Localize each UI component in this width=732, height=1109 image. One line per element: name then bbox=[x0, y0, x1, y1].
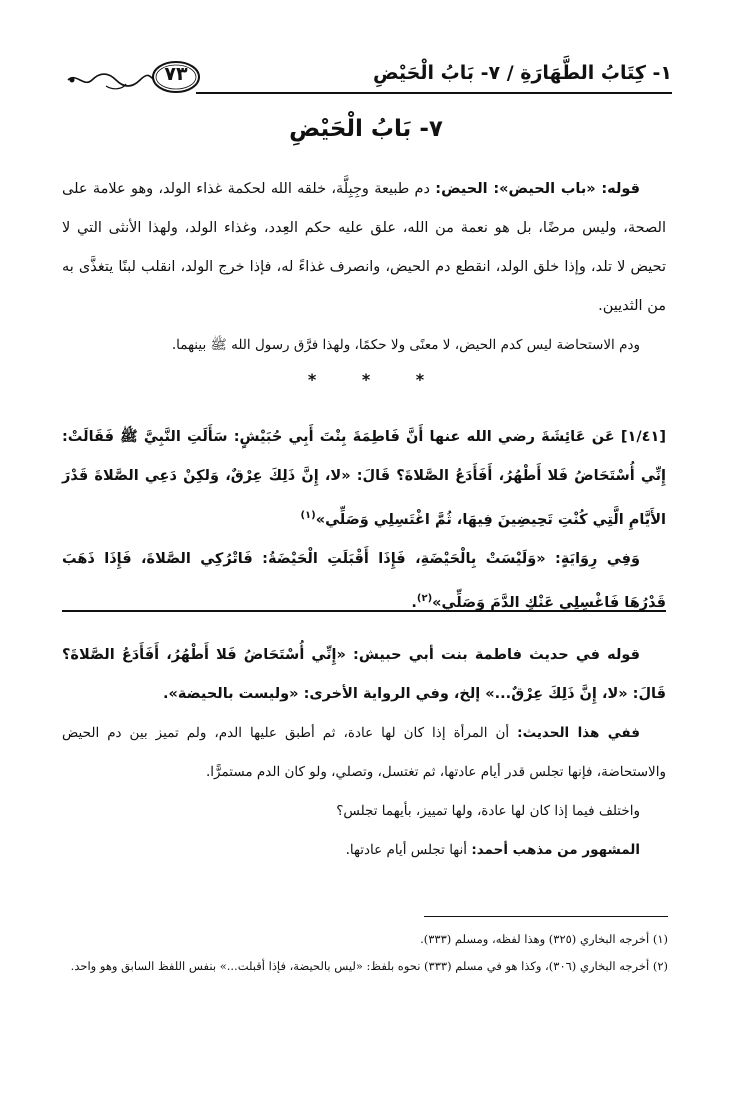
commentary-paragraph-2 bbox=[62, 714, 666, 792]
intro-text-1: دم طبيعة وجِبِلَّة، خلقه الله لحكمة غذاء الولد، وهو علامة على الصحة، وليس مرضًا، بل هو نعمة من الله، علق عليه حكم العِدد، وغذاء الولد، ولهذا الأنثى التي لا تحيض لا تلد، وإذا خلق الولد، انقطع دم الحيض، وانصرف غذاءً له، فإذا خرج الولد، انقلب لبنًا يتغذَّى به من الثديين. bbox=[62, 181, 666, 314]
section-separator bbox=[62, 610, 666, 612]
commentary-text-4: أنها تجلس أيام عادتها. bbox=[345, 842, 468, 858]
running-header bbox=[66, 56, 672, 96]
hadith-block bbox=[62, 418, 666, 623]
header-rule bbox=[196, 92, 672, 94]
running-title: ١- كِتَابُ الطَّهَارَةِ / ٧- بَابُ الْحَيْضِ bbox=[372, 62, 672, 84]
intro-paragraph-2: ودم الاستحاضة ليس كدم الحيض، لا معنًى ولا حكمًا، ولهذا فرَّق رسول الله ﷺ بينهما. bbox=[171, 337, 640, 353]
hadith-riwaya-text: وَفِي رِوَايَةٍ: «وَلَيْسَتْ بِالْحَيْضَةِ، فَإِذَا أَقْبَلَتِ الْحَيْضَةُ: فَاتْرُكِي الصَّلاةَ، فَإِذَا ذَهَبَ قَدْرُهَا فَاغْسِلِي عَنْكِ الدَّمَ وَصَلِّي» bbox=[62, 550, 666, 611]
footnote-ref-2: (٢) bbox=[416, 592, 433, 604]
commentary-text-2: أن المرأة إذا كان لها عادة، ثم أطبق عليها الدم، ولم تميز بين دم الحيض والاستحاضة، فإنها تجلس قدر أيام عادتها، ثم تغتسل، وتصلي، ولو كان الدم مستمرًّا. bbox=[62, 725, 666, 780]
intro-paragraph-1 bbox=[62, 170, 666, 326]
chapter-heading: ٧- بَابُ الْحَيْضِ bbox=[289, 116, 443, 142]
section-divider-stars: * * * bbox=[307, 370, 425, 389]
commentary-lead-2: ففي هذا الحديث: bbox=[517, 725, 640, 741]
commentary-paragraph-3: واختلف فيما إذا كان لها عادة، ولها تمييز، بأيهما تجلس؟ bbox=[336, 803, 640, 819]
hadith-main: [١/٤١] عَن عَائِشَةَ رضي الله عنها أَنَّ فَاطِمَةَ بِنْتَ أَبِي حُبَيْشٍ: سَأَلَتِ النَّبِيَّ ﷺ فَقَالَتْ: إِنِّي أُسْتَحَاضُ فَلا أَطْهُرُ، أَفَأَدَعُ الصَّلاةَ؟ قَالَ: «لا، إِنَّ ذَلِكَ عِرْقٌ، وَلكِنْ دَعِي الصَّلاةَ قَدْرَ الأَيَّامِ الَّتِي كُنْتِ تَحِيضِينَ فِيهَا، ثُمَّ اغْتَسِلِي وَصَلِّي» bbox=[62, 429, 666, 528]
commentary-block bbox=[62, 636, 666, 870]
intro-lead: قوله: «باب الحيض»: الحيض: bbox=[435, 181, 640, 197]
footnote-rule bbox=[424, 916, 668, 917]
footnote-ref-1: (١) bbox=[300, 510, 316, 521]
hadith-text bbox=[62, 418, 666, 540]
page-number: ٧٣ bbox=[164, 63, 188, 85]
footnote-1: (١) أخرجه البخاري (٣٢٥) وهذا لفظه، ومسلم (٣٣٣). bbox=[420, 932, 668, 946]
intro-block bbox=[62, 170, 666, 365]
commentary-paragraph-1: قوله في حديث فاطمة بنت أبي حبيش: «إِنِّي أُسْتَحَاضُ فَلا أَطْهُرُ، أَفَأَدَعُ الصَّلاةَ؟ قَالَ: «لا، إِنَّ ذَلِكَ عِرْقٌ...» إلخ، وفي الرواية الأخرى: «وليست بالحيضة». bbox=[62, 647, 666, 702]
commentary-paragraph-4 bbox=[62, 831, 666, 870]
footnotes bbox=[62, 926, 668, 980]
hadith-end: . bbox=[411, 594, 417, 611]
commentary-lead-4: المشهور من مذهب أحمد: bbox=[471, 842, 640, 858]
footnote-2: (٢) أخرجه البخاري (٣٠٦)، وكذا هو في مسلم (٣٣٣) نحوه بلفظ: «ليس بالحيضة، فإذا أقبلت...» بنفس اللفظ السابق وهو واحد. bbox=[70, 959, 668, 973]
